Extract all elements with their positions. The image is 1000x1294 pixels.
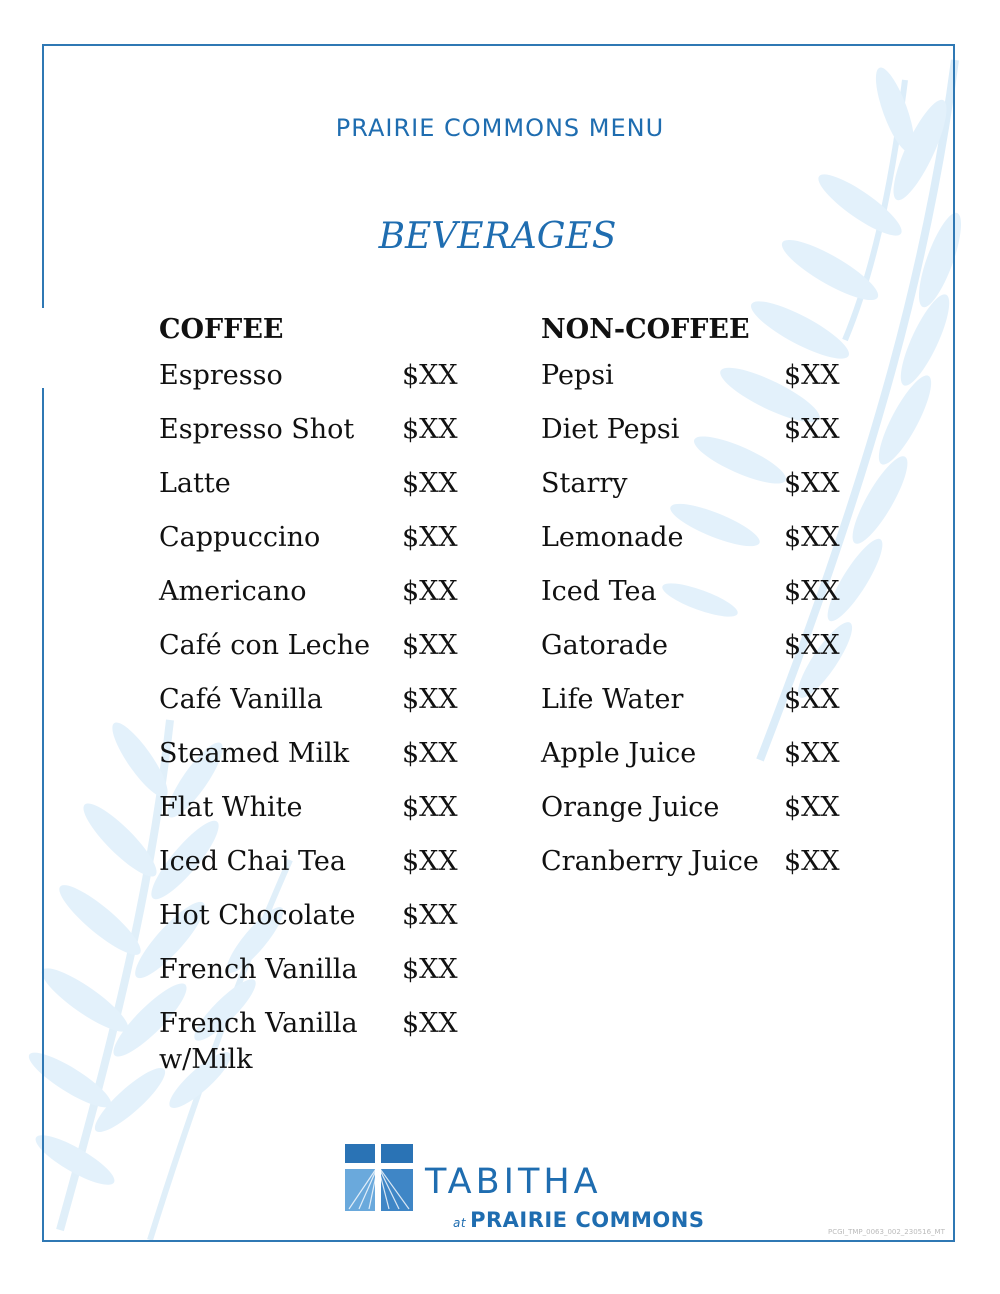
item-name: Café Vanilla <box>159 684 323 715</box>
logo-at: at <box>453 1216 467 1230</box>
item-price: $XX <box>784 414 840 445</box>
menu-item <box>159 466 469 520</box>
item-name: Iced Tea <box>541 576 657 607</box>
menu-item <box>159 736 469 790</box>
item-name: French Vanilla <box>159 954 358 985</box>
item-name: French Vanilla w/Milk <box>159 1008 358 1075</box>
item-name: Diet Pepsi <box>541 414 680 445</box>
item-price: $XX <box>402 576 458 607</box>
item-name: Espresso Shot <box>159 414 355 445</box>
menu-item <box>159 574 469 628</box>
frame-gap <box>40 308 46 388</box>
document-code: PCGI_TMP_0063_002_230516_MT <box>828 1228 945 1236</box>
item-name: Flat White <box>159 792 303 823</box>
item-name: Gatorade <box>541 630 669 661</box>
item-price: $XX <box>784 792 840 823</box>
item-price: $XX <box>402 360 458 391</box>
noncoffee-heading: NON-COFFEE <box>541 314 750 345</box>
menu-item <box>159 412 469 466</box>
item-name: Pepsi <box>541 360 614 391</box>
noncoffee-column <box>541 312 851 898</box>
tabitha-logo-icon <box>344 1143 414 1213</box>
item-price: $XX <box>402 522 458 553</box>
item-price: $XX <box>784 630 840 661</box>
logo-location: PRAIRIE COMMONS <box>470 1208 705 1232</box>
item-price: $XX <box>402 846 458 877</box>
item-price: $XX <box>784 576 840 607</box>
menu-item <box>159 1006 469 1078</box>
menu-title: PRAIRIE COMMONS MENU <box>335 114 665 142</box>
coffee-column <box>159 312 469 1078</box>
item-name: Espresso <box>159 360 283 391</box>
logo-subtitle <box>453 1208 704 1232</box>
coffee-heading: COFFEE <box>159 314 284 345</box>
logo-wordmark: TABITHA <box>425 1162 602 1202</box>
item-name: Lemonade <box>541 522 684 553</box>
menu-item <box>541 736 851 790</box>
item-name: Orange Juice <box>541 792 720 823</box>
menu-item <box>541 358 851 412</box>
menu-item <box>541 844 851 898</box>
item-price: $XX <box>784 522 840 553</box>
item-price: $XX <box>784 360 840 391</box>
menu-item <box>159 790 469 844</box>
menu-item <box>541 520 851 574</box>
item-price: $XX <box>402 900 458 931</box>
item-name: Iced Chai Tea <box>159 846 346 877</box>
item-name: Hot Chocolate <box>159 900 356 931</box>
item-price: $XX <box>784 738 840 769</box>
menu-item <box>541 574 851 628</box>
item-price: $XX <box>784 846 840 877</box>
item-price: $XX <box>784 684 840 715</box>
menu-item <box>159 520 469 574</box>
item-name: Latte <box>159 468 231 499</box>
item-price: $XX <box>402 630 458 661</box>
menu-item <box>541 412 851 466</box>
menu-item <box>159 682 469 736</box>
menu-item <box>159 844 469 898</box>
item-name: Starry <box>541 468 628 499</box>
menu-item <box>159 952 469 1006</box>
item-name: Cranberry Juice <box>541 846 759 877</box>
item-price: $XX <box>402 684 458 715</box>
item-name: Apple Juice <box>541 738 697 769</box>
item-price: $XX <box>402 954 458 985</box>
menu-item <box>541 628 851 682</box>
item-name: Steamed Milk <box>159 738 350 769</box>
menu-item <box>159 358 469 412</box>
item-price: $XX <box>402 792 458 823</box>
menu-item <box>541 466 851 520</box>
menu-item <box>541 790 851 844</box>
item-price: $XX <box>402 414 458 445</box>
item-name: Cappuccino <box>159 522 321 553</box>
item-price: $XX <box>402 468 458 499</box>
menu-item <box>159 898 469 952</box>
item-price: $XX <box>784 468 840 499</box>
item-price: $XX <box>402 738 458 769</box>
menu-item <box>159 628 469 682</box>
item-name: Life Water <box>541 684 684 715</box>
item-name: Americano <box>159 576 307 607</box>
item-name: Café con Leche <box>159 630 371 661</box>
section-title: BEVERAGES <box>378 216 617 257</box>
menu-item <box>541 682 851 736</box>
item-price: $XX <box>402 1008 458 1039</box>
